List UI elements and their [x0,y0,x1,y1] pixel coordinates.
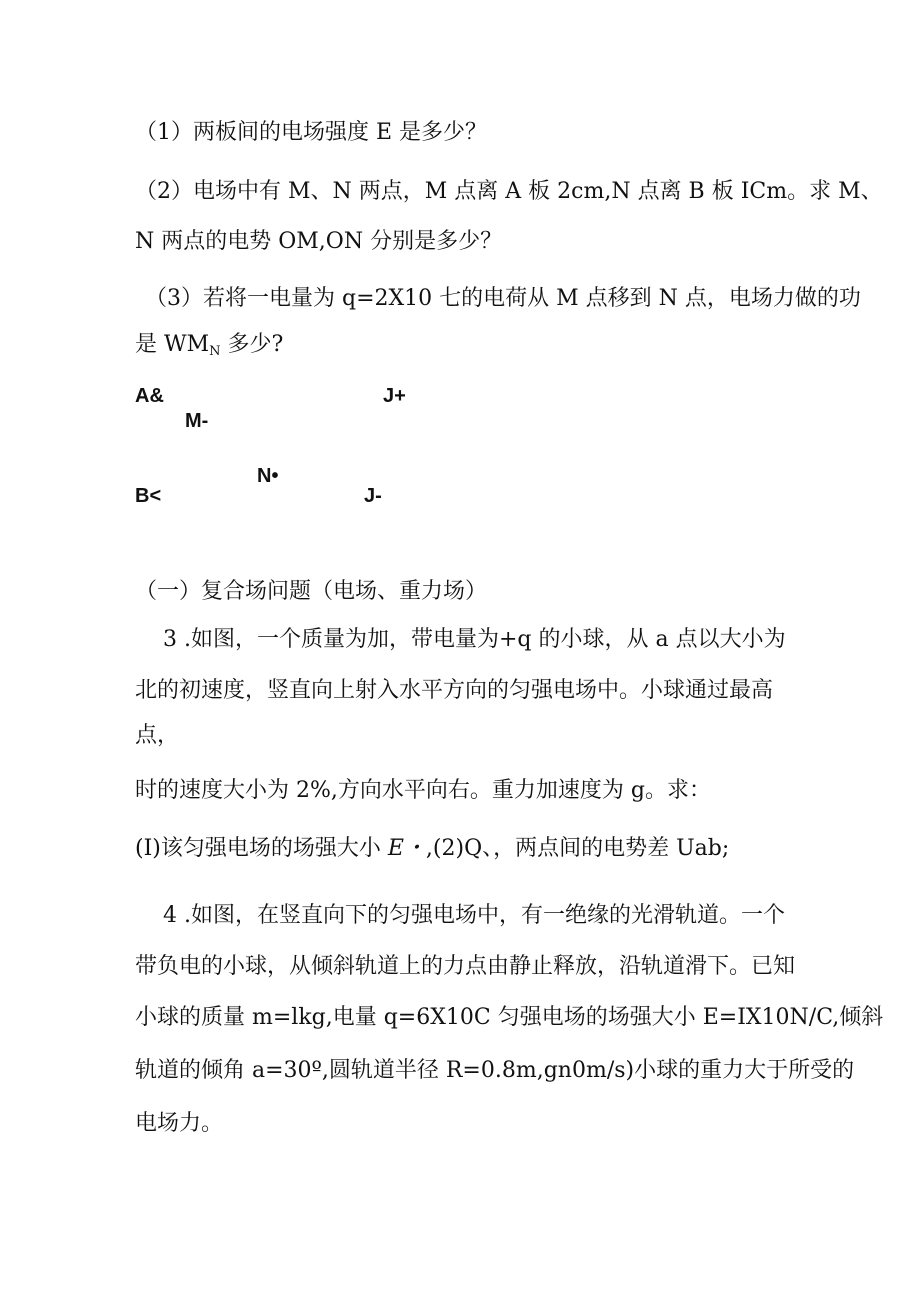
question-3-text-b: 多少? [220,332,284,357]
problem-3-text-a: (I)该匀强电场的场强大小 [135,836,388,861]
top-terminal-label: J+ [383,385,406,407]
section-heading: （一）复合场问题（电场、重力场） [135,579,488,604]
problem-4-line-2: 带负电的小球，从倾斜轨道上的力点由静止释放，沿轨道滑下。已知 [135,954,796,979]
problem-3-field-symbol: E・ [387,836,426,861]
question-1: （1）两板间的电场强度 E 是多少？ [135,120,488,145]
point-n-label: N• [257,465,279,487]
plate-b-label: B< [135,485,162,507]
problem-3-line-3: 点， [135,723,180,748]
question-3-line-2 [135,330,283,367]
plate-a-label: A& [135,385,164,407]
problem-4-line-5: 电场力。 [135,1111,224,1136]
problem-3-text-b: ,(2)Q、，两点间的电势差 Uab; [425,836,730,861]
question-2-line-2: N 两点的电势 OM,ON 分别是多少？ [135,229,503,254]
problem-4-line-1: 4 .如图，在竖直向下的匀强电场中，有一绝缘的光滑轨道。一个 [163,903,785,928]
problem-3-line-2: 北的初速度，竖直向上射入水平方向的匀强电场中。小球通过最高 [135,678,774,703]
problem-4-line-3: 小球的质量 m=lkg,电量 q=6X10C 匀强电场的场强大小 E=IX10N/C,倾斜 [135,1005,884,1030]
problem-3-line-1: 3 .如图，一个质量为加，带电量为+q 的小球，从 a 点以大小为 [163,627,786,652]
bottom-terminal-label: J- [364,485,382,507]
question-3-line-1: （3）若将一电量为 q=2X10 七的电荷从 M 点移到 N 点，电场力做的功 [145,286,861,311]
question-3-subscript: N [209,344,221,359]
question-3-text-a: 是 WM [135,332,210,357]
question-2-line-1: （2）电场中有 M、N 两点，M 点离 A 板 2cm,N 点离 B 板 ICm。求 M、 [135,179,883,204]
problem-4-line-4: 轨道的倾角 a=30º,圆轨道半径 R=0.8m,gn0m/s)小球的重力大于所受的 [135,1058,855,1083]
point-m-label: M- [185,410,209,432]
problem-3-line-5 [135,834,729,864]
problem-3-line-4: 时的速度大小为 2%,方向水平向右。重力加速度为 g。求： [135,778,711,803]
